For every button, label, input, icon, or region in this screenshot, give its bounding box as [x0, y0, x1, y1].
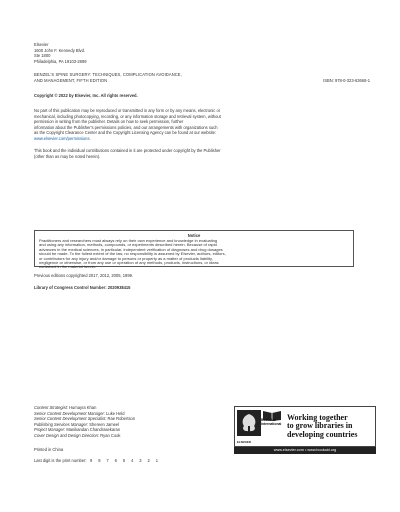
credit-line: Senior Content Development Manager: Luke Held [34, 410, 125, 416]
book-aid-logo [234, 406, 376, 447]
credit-line: Content Strategist: Humayra Khan [34, 405, 97, 410]
notice-line: or contributors for any injury and/or damage to persons or property as a matter of products liability, [39, 255, 213, 261]
isbn: ISBN: 978-0-323-63668-1 [323, 77, 370, 83]
rights-line: permission in writing from the publisher. Details on how to seek permission, further [34, 119, 184, 124]
elsevier-wordmark: ELSEVIER [237, 440, 251, 444]
notice-title: Notice [187, 233, 201, 238]
book-aid-wordmark: Book Aid International [261, 418, 282, 426]
rights-line: information about the Publisher's permissions policies, and our arrangements with organizations such [34, 124, 218, 130]
protection-line: (other than as may be noted herein). [34, 153, 101, 159]
credit-line: Senior Content Development Specialist: Rae Robertson [34, 416, 136, 421]
print-number-label: Last digit is the print number: [34, 458, 87, 463]
previous-editions: Previous editions copyrighted 2017, 2012, 2005, 1999. [34, 273, 134, 278]
notice-line: should be made. To the fullest extent of the law, no responsibility is assumed by Elsevier, authors, editors, [39, 251, 226, 257]
rights-line: mechanical, including photocopying, recording, or any information storage and retrieval system, without [34, 113, 221, 119]
title-isbn-row [34, 72, 370, 83]
print-number-digits: 9 8 7 6 5 4 3 2 1 [90, 458, 161, 463]
loc-control-number: Library of Congress Control Number: 2020938415 [34, 285, 131, 290]
logo-tagline [285, 407, 375, 446]
credit-line: Cover Design and Design Direction: Ryan Cook [34, 432, 121, 438]
logo-urls[interactable]: www.elsevier.com • www.bookaid.org [234, 447, 376, 454]
rights-line: No part of this publication may be reproduced or transmitted in any form or by any means, electronic or [34, 108, 221, 113]
book-title-line: AND MANAGEMENT, FIFTH EDITION [34, 77, 108, 83]
address-line: Elsevier [34, 42, 49, 47]
elsevier-tree-icon [237, 410, 261, 442]
production-credits [34, 405, 224, 438]
address-line: 1600 John F. Kennedy Blvd. [34, 47, 85, 53]
protection-line: This book and the individual contributions contained in it are protected under copyright by the Publisher [34, 148, 221, 153]
copyright-statement: Copyright © 2022 by Elsevier, Inc. All rights reserved. [34, 93, 138, 98]
tagline-line: to grow libraries in [287, 421, 353, 431]
book-title-line: BENZEL'S SPINE SURGERY: TECHNIQUES, COMPLICATION AVOIDANCE, [34, 72, 182, 77]
rights-line: as the Copyright Clearance Center and the Copyright Licensing Agency can be found at our website: [34, 130, 217, 135]
notice-line: and using any information, methods, compounds, or experiments described herein. Because of rapid [39, 242, 217, 248]
notice-line: negligence or otherwise, or from any use or operation of any methods, products, instructions, or ideas [39, 260, 219, 266]
print-number [34, 458, 224, 464]
address-line: Philadelphia, PA 19103-2899 [34, 58, 87, 64]
credit-line: Project Manager: Manikandan Chandrasekaran [34, 427, 121, 432]
notice-box [34, 230, 354, 270]
printed-in: Printed in China [34, 447, 64, 452]
notice-line: Practitioners and researchers must always rely on their own experience and knowledge in evaluating [39, 238, 218, 243]
notice-line: advances in the medical sciences, in particular, independent verification of diagnoses and drug dosages [39, 246, 223, 252]
credit-line: Publishing Services Manager: Shereen Jameel [34, 421, 120, 427]
protection-paragraph [34, 148, 370, 159]
tagline-line: developing countries [287, 429, 358, 439]
tagline-line: Working together [287, 412, 348, 422]
logo-emblems [235, 407, 285, 446]
address-line: Ste 1800 [34, 53, 51, 58]
publisher-address [34, 42, 370, 64]
permissions-link[interactable]: www.elsevier.com/permissions. [34, 135, 91, 141]
rights-paragraph [34, 108, 370, 141]
book-title [34, 72, 182, 83]
notice-line: contained in the material herein. [39, 264, 96, 270]
